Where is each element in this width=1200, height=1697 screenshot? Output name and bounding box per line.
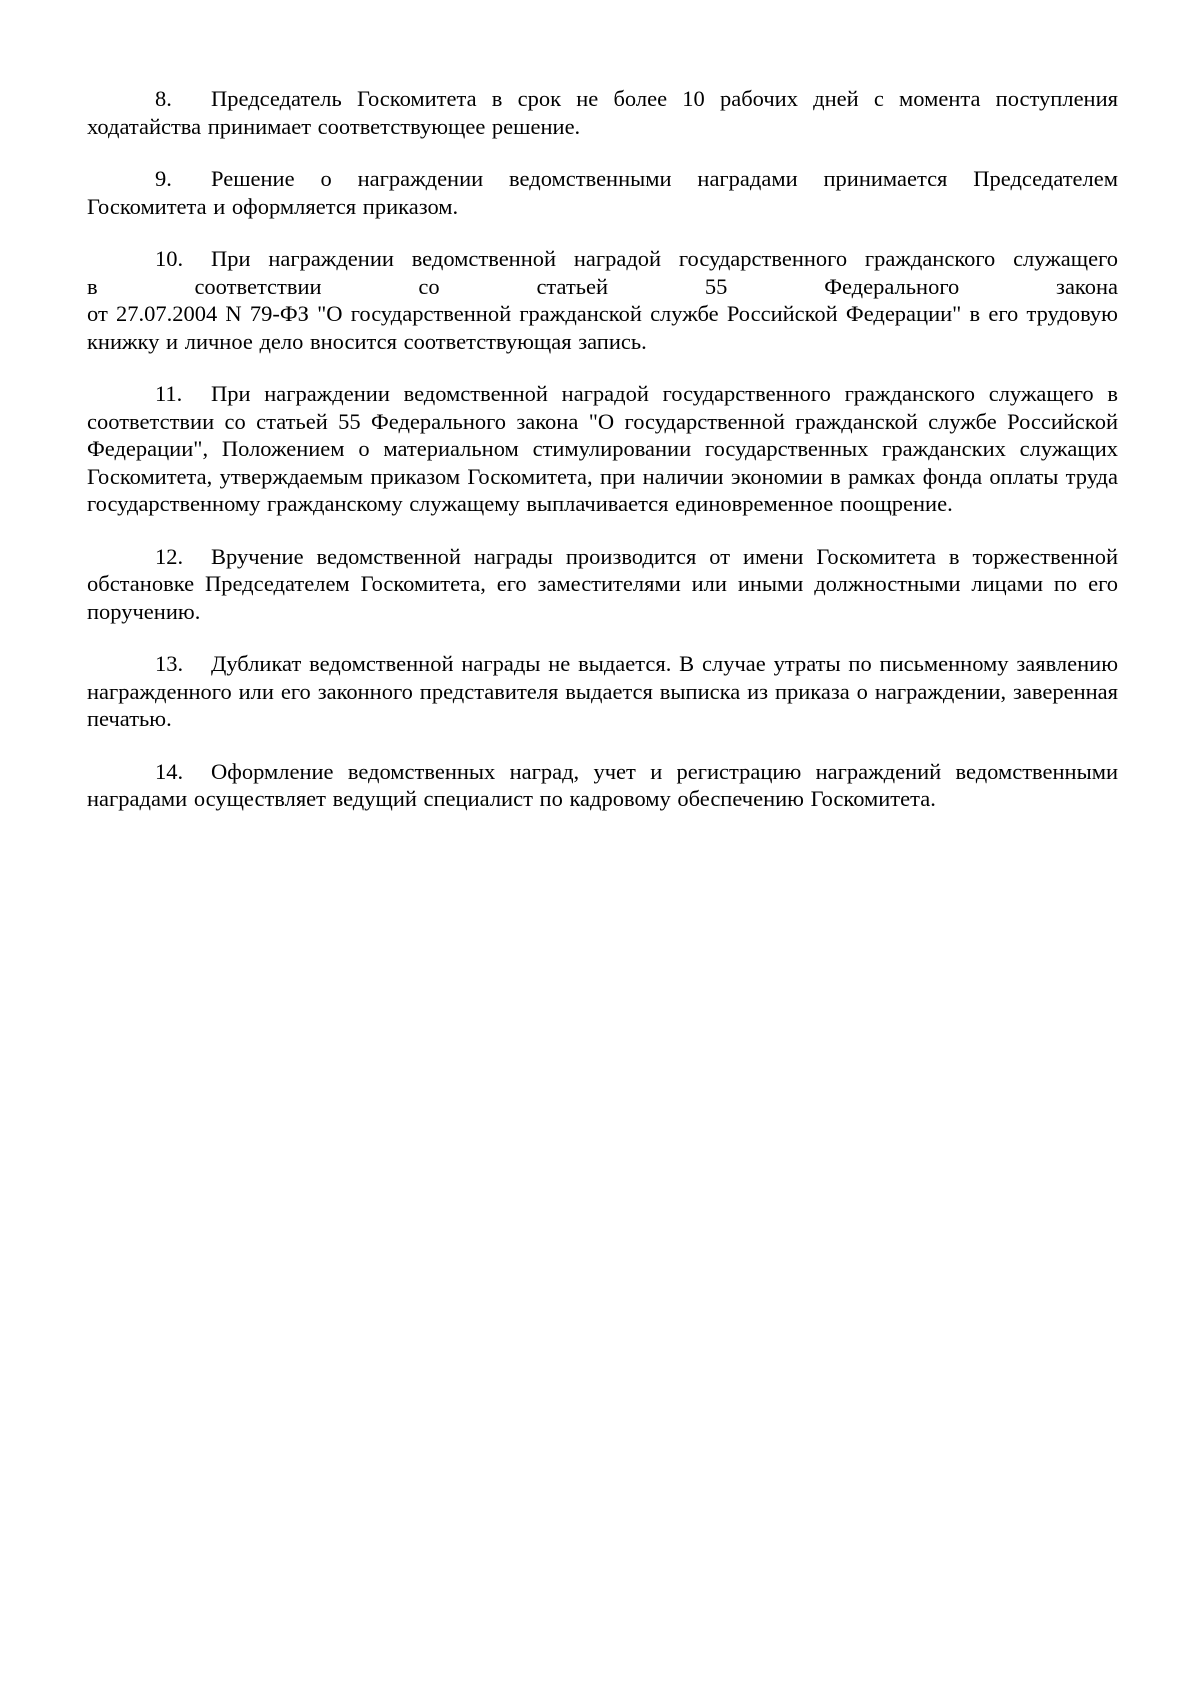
paragraph-text: При награждении ведомственной наградой государственного гражданского служащего в соответствии со статьей 55 Федерального закона "О государственной гражданской службе Российской Федерации", Положением о материальном стимулировании государственных гражданских служащих Госкомитета, утверждаемым приказом Госкомитета, при наличии экономии в рамках фонда оплаты труда государственному гражданскому служащему выплачивается единовременное поощрение. (87, 381, 1118, 516)
paragraph-number: 12. (155, 543, 184, 569)
paragraph-number: 9. (155, 166, 172, 191)
paragraph-text: Председатель Госкомитета в срок не более 10 рабочих дней с момента поступления ходатайства принимает соответствующее решение. (87, 86, 1118, 139)
document-page (87, 85, 1118, 838)
paragraph-text: Дубликат ведомственной награды не выдается. В случае утраты по письменному заявлению награжденного или его законного представителя выдается выписка из приказа о награждении, заверенная печатью. (87, 651, 1118, 731)
paragraph-11 (87, 380, 1118, 518)
paragraph-number: 13. (155, 651, 184, 676)
paragraph-text: Оформление ведомственных наград, учет и регистрацию награждений ведомственными наградами осуществляет ведущий специалист по кадровому обеспечению Госкомитета. (87, 758, 1118, 811)
paragraph-14 (87, 758, 1118, 813)
paragraph-number: 14. (155, 758, 184, 784)
paragraph-text: При награждении ведомственной наградой государственного гражданского служащего (211, 246, 1118, 271)
paragraph-number: 11. (155, 381, 183, 406)
paragraph-9 (87, 165, 1118, 220)
paragraph-line: в соответствии со статьей 55 Федерального закона (87, 273, 1118, 299)
paragraph-text: Вручение ведомственной награды производится от имени Госкомитета в торжественной обстановке Председателем Госкомитета, его заместителями или иными должностными лицами по его поручению. (87, 543, 1118, 624)
paragraph-13 (87, 650, 1118, 733)
paragraph-12 (87, 543, 1118, 626)
paragraph-10 (87, 245, 1118, 355)
paragraph-line (87, 245, 1118, 273)
paragraph-text: от 27.07.2004 N 79-ФЗ "О государственной гражданской службе Российской Федерации" в его трудовую книжку и личное дело вносится соответствующая запись. (87, 301, 1118, 354)
paragraph-text: Решение о награждении ведомственными наградами принимается Председателем Госкомитета и оформляется приказом. (87, 166, 1118, 219)
paragraph-8 (87, 85, 1118, 140)
paragraph-number: 10. (155, 246, 184, 271)
paragraph-number: 8. (155, 86, 172, 111)
